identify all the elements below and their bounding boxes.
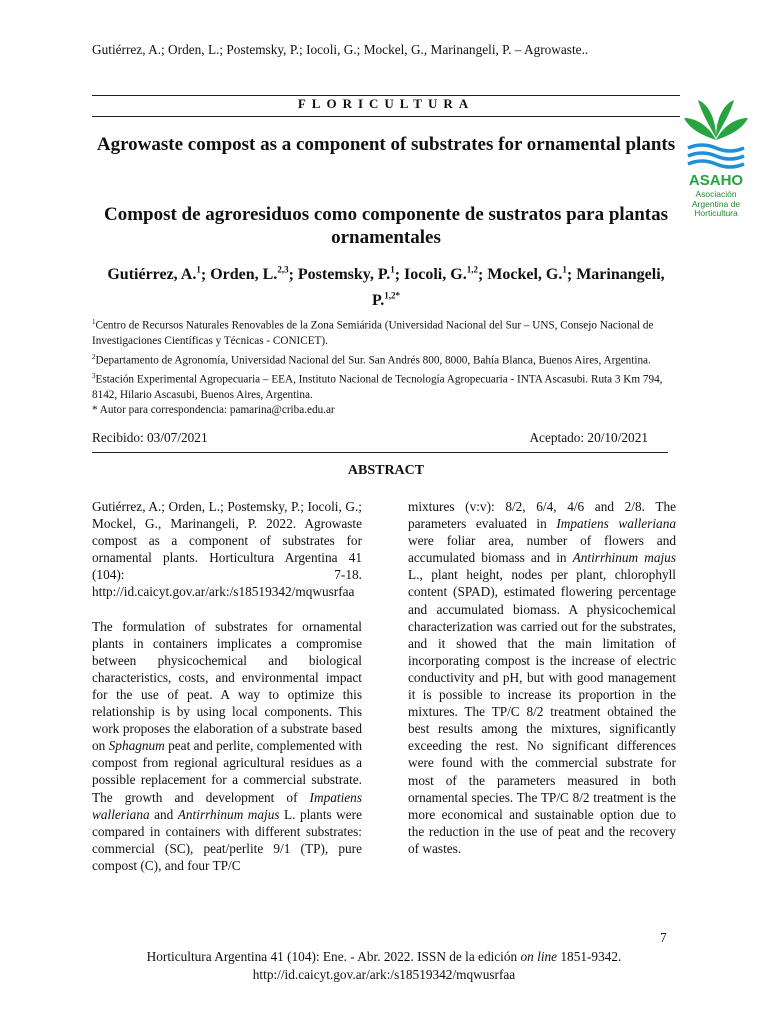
abstract-heading: ABSTRACT <box>347 463 425 478</box>
abstract-column-left <box>92 498 362 891</box>
author-name: Mockel, G.$^1$ <box>487 265 567 284</box>
title-spanish: Compost de agroresiduos como componente de sustratos para plantas ornamentales <box>103 204 669 248</box>
title-english: Agrowaste compost as a component of substrates for ornamental plants <box>96 134 676 155</box>
abstract-paragraph: The formulation of substrates for ornamental plants in containers implicates a compromise between physicochemical and biological characteristics, costs, and environmental impact for the use of peat. A way to optimize this relationship is by using local components. This work proposes the elaboration of a substrate based on Sphagnum peat and perlite, complemented with compost from regional agricultural residues as a possible replacement for a commercial substrate. The growth and development of Impatiens walleriana and Antirrhinum majus L. plants were compared in containers with different substrates: commercial (SC), peat/perlite 9/1 (TP), pure compost (C), and four TP/C <box>92 618 363 873</box>
abstract-paragraph-continued: mixtures (v:v): 8/2, 6/4, 4/6 and 2/8. The parameters evaluated in Impatiens walleriana were foliar area, number of flowers and accumulated biomass and in Antirrhinum majus L., plant height, nodes per plant, chlorophyll content (SPAD), estimated flowering percentage and accumulated biomass. A physicochemical characterization was carried out for the substrates, and it showed that the main limitation of incorporating compost is the increase of electric conductivity and pH, but with good management it is possible to increase its proportion in the mixtures. The TP/C 8/2 treatment obtained the best results among the mixtures, significantly exceeding the rest. No significant differences were found with the commercial substrate for most of the parameters measured in both ornamental species. The TP/C 8/2 treatment is the more economical and sustainable option due to the reduction in the use of peat and the recovery of wastes. <box>408 499 676 856</box>
section-label: FLORICULTURA <box>297 96 475 111</box>
affiliation-item: $^2$Departamento de Agronomía, Universidad Nacional del Sur. San Andrés 800, 8000, Bahía Blanca, Buenos Aires, Argentina. <box>92 352 651 367</box>
author-name: Orden, L.$^{2,3}$ <box>210 265 289 284</box>
footer-url: http://id.caicyt.gov.ar/ark:/s18519342/mqwusrfaa <box>252 966 516 982</box>
section-rule <box>92 116 680 117</box>
citation: Gutiérrez, A.; Orden, L.; Postemsky, P.; Iocoli, G.; Mockel, G., Marinangeli, P. 2022. Agrowaste compost as a component of substrates for ornamental plants. Horticultura Argentina 41 (104): 7-18. http://id.caicyt.gov.ar/ark:/s18519342/mqwusrfaa <box>92 499 362 600</box>
affiliation-item: * Autor para correspondencia: pamarina@criba.edu.ar <box>92 404 335 417</box>
accepted-date: Aceptado: 20/10/2021 <box>529 430 648 445</box>
abstract-column-right <box>408 498 676 874</box>
dates-rule <box>92 452 668 453</box>
author-name: Marinangeli, P.$^{1,2*}$ <box>371 266 665 309</box>
footer-journal-line: Horticultura Argentina 41 (104): Ene. - Abr. 2022. ISSN de la edición on line 1851-9342. <box>146 949 622 964</box>
affiliations <box>92 315 682 419</box>
footer <box>80 948 688 983</box>
running-header: Gutiérrez, A.; Orden, L.; Postemsky, P.; Iocoli, G.; Mockel, G., Marinangeli, P. – Agrowaste.. <box>92 42 589 57</box>
author-name: Iocoli, G.$^{1,2}$ <box>404 265 478 284</box>
asaho-logo <box>680 92 752 240</box>
author-list: Gutiérrez, A.$^1$; Orden, L.$^{2,3}$; Postemsky, P.$^1$; Iocoli, G.$^{1,2}$; Mockel, G.$^1$; Marinangeli, P.$^{1,2*}$ <box>107 265 665 309</box>
logo-name: ASAHO <box>688 172 744 189</box>
received-date: Recibido: 03/07/2021 <box>92 430 208 445</box>
page-number: 7 <box>660 930 667 945</box>
affiliation-item: $^3$Estación Experimental Agropecuaria – EEA, Instituto Nacional de Tecnología Agropecuaria - INTA Ascasubi. Ruta 3 Km 794, 8142, Hilario Ascasubi, Buenos Aires, Argentina. <box>92 371 663 401</box>
author-name: Postemsky, P.$^1$ <box>297 265 395 284</box>
affiliation-item: $^1$Centro de Recursos Naturales Renovables de la Zona Semiárida (Universidad Nacional del Sur – UNS, Consejo Nacional de Investigaciones Científicas y Técnicas - CONICET). <box>92 318 654 348</box>
logo-subtitle: Asociación Argentina de Horticultura <box>691 189 741 218</box>
dates-line <box>92 430 648 446</box>
author-name: Gutiérrez, A.$^1$ <box>107 265 201 284</box>
asaho-emblem-icon <box>680 92 752 172</box>
